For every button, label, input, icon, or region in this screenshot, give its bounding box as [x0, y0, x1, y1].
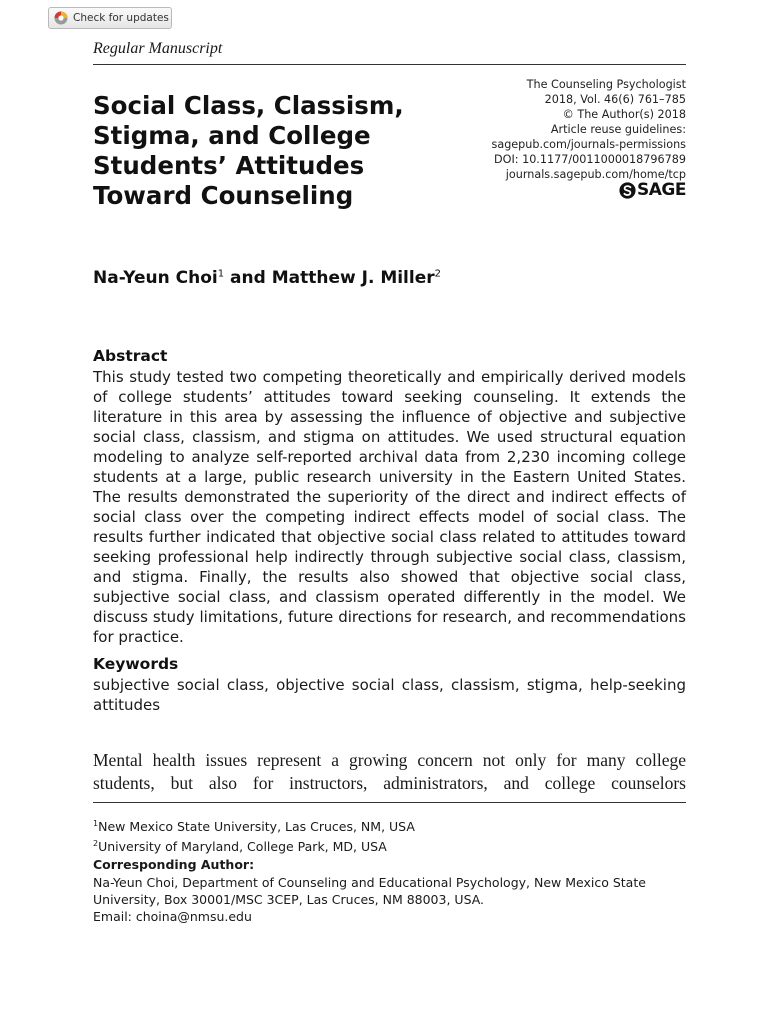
author-name: Na-Yeun Choi: [93, 268, 218, 288]
keywords-text: subjective social class, objective social class, classism, stigma, help-seeking attitudes: [93, 676, 686, 714]
body-text: Mental health issues represent a growing concern not only for many college students, but also for instructors, administrators, and college counselors: [93, 750, 686, 793]
footnote-divider: [93, 802, 686, 803]
affiliation-item: [93, 835, 415, 855]
journal-copyright: © The Author(s) 2018: [562, 108, 686, 121]
corresponding-line: Na-Yeun Choi, Department of Counseling and Educational Psychology, New Mexico State: [93, 875, 646, 890]
author-affil-marker: 2: [434, 268, 442, 280]
journal-info: [492, 77, 686, 182]
journal-name: The Counseling Psychologist: [526, 78, 686, 91]
corresponding-author-info: [93, 874, 693, 925]
affiliation-item: [93, 815, 415, 835]
corresponding-email[interactable]: Email: choina@nmsu.edu: [93, 909, 252, 924]
corresponding-line: University, Box 30001/MSC 3CEP, Las Cruces, NM 88003, USA.: [93, 892, 485, 907]
sage-wordmark: SAGE: [637, 180, 686, 200]
reuse-link[interactable]: sagepub.com/journals-permissions: [491, 138, 686, 151]
affiliation-text: University of Maryland, College Park, MD, USA: [98, 839, 387, 855]
author-joiner: and: [224, 268, 272, 288]
crossmark-icon: [54, 11, 68, 25]
journal-home-link[interactable]: journals.sagepub.com/home/tcp: [505, 168, 686, 181]
corresponding-author-heading: Corresponding Author:: [93, 857, 255, 872]
affiliations: [93, 815, 415, 855]
check-for-updates-label: Check for updates: [73, 12, 169, 24]
check-for-updates-button[interactable]: [48, 7, 172, 29]
author-list: [93, 268, 441, 288]
doi-link[interactable]: DOI: 10.1177/0011000018796789: [494, 153, 686, 166]
affiliation-number: 1: [93, 819, 99, 828]
abstract-heading: Abstract: [93, 347, 168, 365]
sage-s-icon: [619, 182, 636, 199]
sage-logo: [619, 180, 686, 200]
keywords-heading: Keywords: [93, 655, 179, 673]
journal-citation: 2018, Vol. 46(6) 761–785: [544, 93, 686, 106]
manuscript-type: Regular Manuscript: [93, 40, 223, 57]
abstract-text: This study tested two competing theoretically and empirically derived models of college students’ attitudes toward seeking counseling. It extends the literature in this area by assessing the influence of objective and subjective social class, classism, and stigma on attitudes. We used structural equation modeling to analyze self-reported archival data from 2,230 incoming college students at a large, public research university in the Eastern United States. The results demonstrated the superiority of the direct and indirect effects of social class over the competing indirect effects model of social class. The results further indicated that objective social class related to attitudes toward seeking professional help indirectly through subjective social class, classism, and stigma. Finally, the results also showed that objective social class, subjective social class, and classism operated differently in the model. We discuss study limitations, future directions for research, and recommendations for practice.: [93, 368, 686, 646]
author-name: Matthew J. Miller: [271, 268, 435, 288]
affiliation-text: New Mexico State University, Las Cruces, NM, USA: [98, 819, 415, 835]
reuse-label: Article reuse guidelines:: [550, 123, 686, 136]
affiliation-number: 2: [93, 839, 99, 849]
article-title: Social Class, Classism, Stigma, and College Students’ Attitudes Toward Counseling: [93, 91, 404, 210]
author-affil-marker: 1: [217, 268, 225, 280]
header-divider: [93, 64, 686, 65]
